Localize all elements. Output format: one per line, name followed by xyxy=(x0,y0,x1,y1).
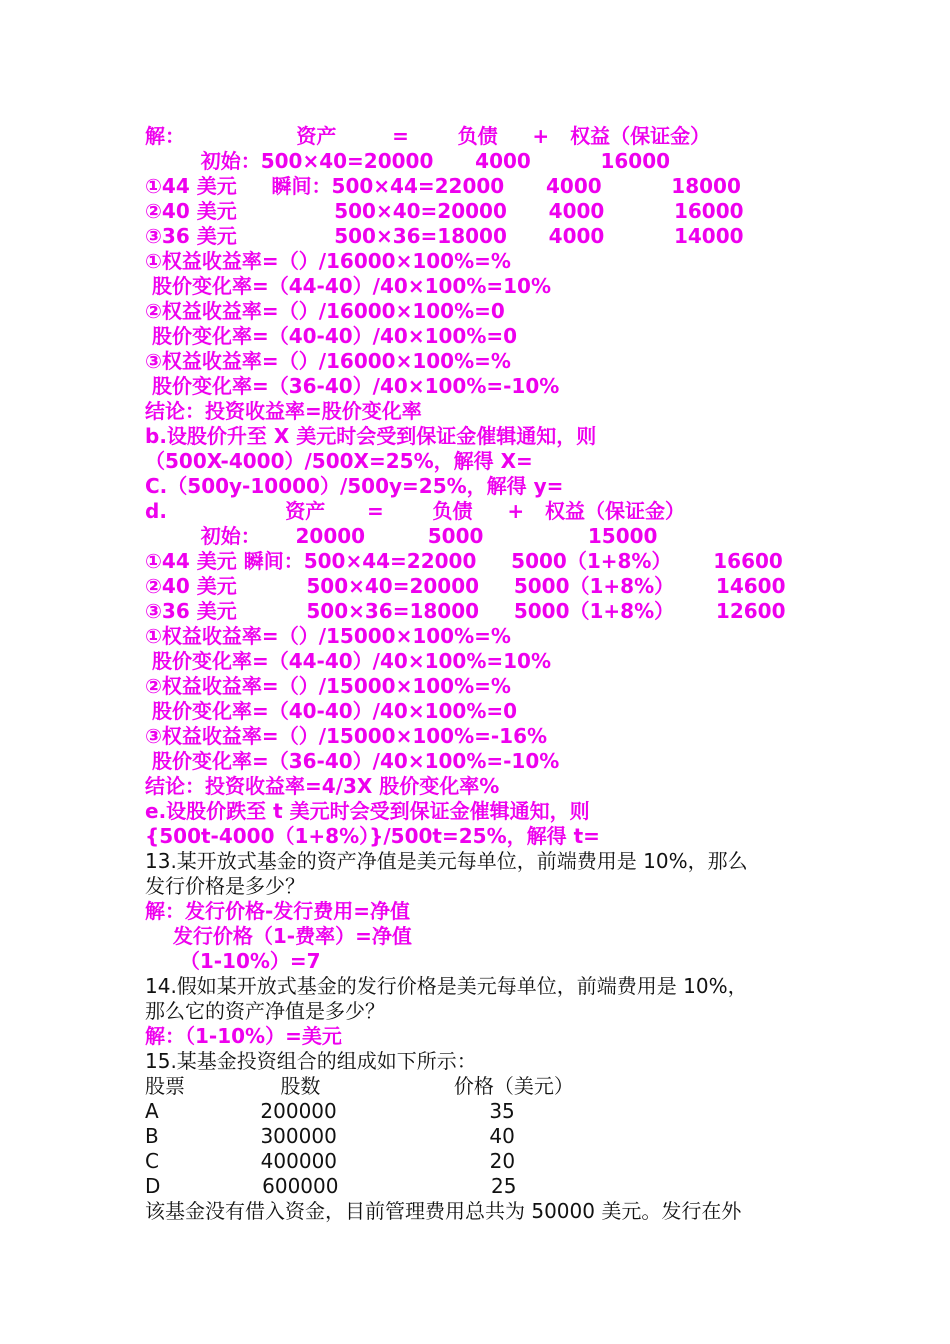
text-line: ②权益收益率=（）/15000×100%=% xyxy=(145,674,511,698)
text-line: 股价变化率=（40-40）/40×100%=0 xyxy=(145,699,518,723)
text-line: ③权益收益率=（）/16000×100%=% xyxy=(145,349,511,373)
text-line: 股价变化率=（40-40）/40×100%=0 xyxy=(145,324,518,348)
text-line: 初始： 20000 5000 15000 xyxy=(145,524,658,548)
text-line: 13.某开放式基金的资产净值是美元每单位，前端费用是 10%，那么 xyxy=(145,849,748,873)
text-line: 结论：投资收益率=股价变化率 xyxy=(145,399,422,423)
text-line: 解： 资产 = 负债 + 权益（保证金） xyxy=(145,124,711,148)
text-line: ①44 美元 瞬间：500×44=22000 4000 18000 xyxy=(145,174,741,198)
text-line: 那么它的资产净值是多少？ xyxy=(145,999,385,1023)
text-line: ①权益收益率=（）/15000×100%=% xyxy=(145,624,511,648)
text-line: 股票 股数 价格（美元） xyxy=(145,1074,574,1098)
text-line: 结论：投资收益率=4/3X 股价变化率% xyxy=(145,774,500,798)
text-line: B 300000 40 xyxy=(145,1124,515,1148)
text-line: {500t-4000（1+8%）}/500t=25%，解得 t= xyxy=(145,824,600,848)
text-line: 发行价格（1-费率）=净值 xyxy=(145,924,412,948)
text-line: ②40 美元 500×40=20000 4000 16000 xyxy=(145,199,744,223)
text-line: D 600000 25 xyxy=(145,1174,517,1198)
text-line: 解：（1-10%）=美元 xyxy=(145,1024,342,1048)
text-line: （500X-4000）/500X=25%，解得 X= xyxy=(145,449,533,473)
text-line: ①权益收益率=（）/16000×100%=% xyxy=(145,249,511,273)
text-line: b.设股价升至 X 美元时会受到保证金催辑通知，则 xyxy=(145,424,597,448)
text-line: ②40 美元 500×40=20000 5000（1+8%） 14600 xyxy=(145,574,786,598)
text-line: 14.假如某开放式基金的发行价格是美元每单位，前端费用是 10%， xyxy=(145,974,748,998)
text-line: e.设股价跌至 t 美元时会受到保证金催辑通知，则 xyxy=(145,799,590,823)
text-line: ③36 美元 500×36=18000 4000 14000 xyxy=(145,224,744,248)
text-line: （1-10%）=7 xyxy=(145,949,321,973)
text-line: ③36 美元 500×36=18000 5000（1+8%） 12600 xyxy=(145,599,786,623)
text-line: ③权益收益率=（）/15000×100%=-16% xyxy=(145,724,548,748)
text-line: 发行价格是多少？ xyxy=(145,874,305,898)
text-line: 股价变化率=（36-40）/40×100%=-10% xyxy=(145,374,560,398)
text-line: 股价变化率=（44-40）/40×100%=10% xyxy=(145,649,551,673)
text-line: 股价变化率=（36-40）/40×100%=-10% xyxy=(145,749,560,773)
text-line: C 400000 20 xyxy=(145,1149,516,1173)
text-line: 初始：500×40=20000 4000 16000 xyxy=(145,149,671,173)
text-line: C.（500y-10000）/500y=25%，解得 y= xyxy=(145,474,564,498)
text-line: ①44 美元 瞬间：500×44=22000 5000（1+8%） 16600 xyxy=(145,549,783,573)
text-line: d. 资产 = 负债 + 权益（保证金） xyxy=(145,499,686,523)
text-line: 解：发行价格-发行费用=净值 xyxy=(145,899,411,923)
text-line: 该基金没有借入资金，目前管理费用总共为 50000 美元。发行在外 xyxy=(145,1199,742,1223)
text-line: 15.某基金投资组合的组成如下所示： xyxy=(145,1049,477,1073)
text-line: ②权益收益率=（）/16000×100%=0 xyxy=(145,299,505,323)
text-line: A 200000 35 xyxy=(145,1099,515,1123)
text-line: 股价变化率=（44-40）/40×100%=10% xyxy=(145,274,551,298)
